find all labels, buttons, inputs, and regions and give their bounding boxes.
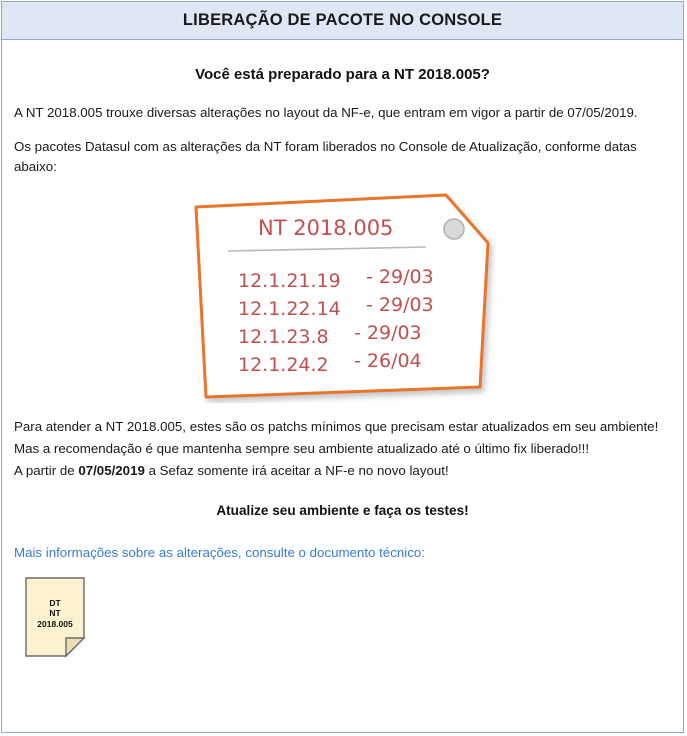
note-fold — [66, 638, 84, 656]
page-title: LIBERAÇÃO DE PACOTE NO CONSOLE — [182, 11, 503, 29]
attachment-label-line2: NT — [49, 608, 61, 619]
attachment-label-line3: 2018.005 — [37, 618, 73, 629]
document-content — [2, 66, 683, 658]
tag-row-version-3: 12.1.24.2 — [237, 353, 329, 376]
paragraph-packages: Os pacotes Datasul com as alterações da NT foram liberados no Console de Atualização, conforme datas abaixo: — [14, 139, 637, 174]
paragraph-deadline — [14, 461, 671, 480]
tag-row-version-0: 12.1.21.19 — [237, 269, 341, 292]
callout-text: Atualize seu ambiente e faça os testes! — [216, 502, 469, 518]
technical-document-link[interactable]: Mais informações sobre as alterações, consulte o documento técnico: — [14, 544, 425, 560]
deadline-suffix: a Sefaz somente irá aceitar a NF-e no novo layout! — [144, 463, 449, 479]
version-tag-graphic — [188, 191, 498, 403]
paragraph-minimum-patches: Para atender a NT 2018.005, estes são os patchs mínimos que precisam estar atualizados em seu ambiente! — [14, 418, 659, 434]
tag-row-date-2: - 29/03 — [353, 321, 422, 344]
header-bar — [2, 2, 683, 40]
section-subtitle: Você está preparado para a NT 2018.005? — [195, 66, 490, 83]
tag-illustration — [14, 191, 671, 403]
tag-row-version-2: 12.1.23.8 — [237, 325, 329, 348]
tag-row-version-1: 12.1.22.14 — [237, 297, 341, 320]
tag-row-date-1: - 29/03 — [365, 293, 434, 316]
sticky-note-icon — [24, 576, 86, 658]
tag-row-date-3: - 26/04 — [353, 349, 422, 372]
paragraph-intro: A NT 2018.005 trouxe diversas alterações no layout da NF-e, que entram em vigor a partir de 07/05/2019. — [14, 105, 638, 120]
tag-row-date-0: - 29/03 — [365, 265, 434, 288]
deadline-date: 07/05/2019 — [78, 463, 145, 479]
tag-hole-icon — [444, 219, 464, 239]
tag-title: NT 2018.005 — [257, 215, 393, 240]
attachment-label-line1: DT — [49, 597, 61, 608]
paragraph-recommendation: Mas a recomendação é que mantenha sempre seu ambiente atualizado até o último fix liberado!!! — [14, 441, 590, 457]
deadline-prefix: A partir de — [14, 463, 79, 479]
attachment-document-icon[interactable] — [24, 576, 86, 658]
paragraph-group — [14, 417, 671, 481]
document-frame — [1, 1, 684, 733]
